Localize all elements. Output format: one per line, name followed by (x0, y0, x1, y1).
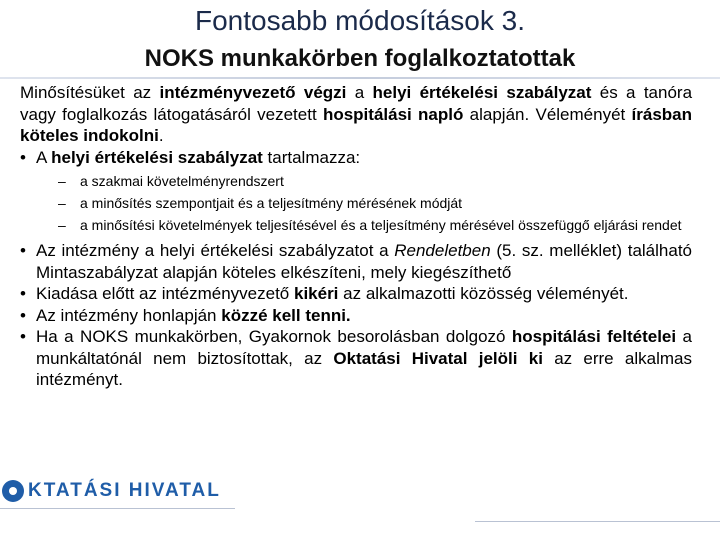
bullet-marker: • (20, 305, 26, 325)
sub-list (58, 170, 692, 236)
bullet-marker: • (20, 327, 26, 346)
intro-text-1: Minősítésüket az (20, 83, 160, 102)
intro-bold-3: hospitálási napló (322, 104, 464, 124)
intro-text-3: és a tanóra vagy foglalkozás látogatásáról vezetett (20, 83, 693, 124)
intro-bold-2: helyi értékelési szabályzat (372, 83, 592, 102)
circle-o-logo-icon (2, 480, 24, 502)
intro-paragraph (20, 82, 692, 147)
bullet1-text-2: tartalmazza: (262, 147, 361, 167)
bullet-marker: • (20, 241, 26, 260)
bullet5-text-1: Ha a NOKS munkakörben, Gyakornok besorolásban dolgozó (36, 327, 512, 346)
title-divider (0, 77, 720, 79)
sub-list-item (58, 170, 692, 192)
intro-text-2: a (346, 83, 373, 102)
bullet3-text-2: az alkalmazotti közösség véleményét. (338, 284, 629, 303)
dash-marker: – (58, 217, 66, 233)
bullet-marker: • (20, 284, 26, 303)
bullet5-text-3: az erre alkalmas intézményt. (36, 348, 692, 389)
bullet1-bold-1: helyi értékelési szabályzat (51, 147, 263, 167)
bullet-item (20, 326, 692, 391)
bullet2-italic-1: Rendeletben (394, 241, 491, 260)
bullet-item (20, 240, 692, 283)
oktatasi-hivatal-logo (2, 478, 221, 504)
bullet2-text-1: Az intézmény a helyi értékelési szabályzatot a (36, 241, 395, 260)
slide-subtitle: NOKS munkakörben foglalkoztatottak (144, 45, 576, 72)
bullet3-text-1: Kiadása előtt az intézményvezető (36, 284, 294, 303)
bullet-item (20, 283, 692, 305)
dash-marker: – (58, 195, 66, 211)
bullet2-text-2: (5. sz. melléklet) található Mintaszabályzat alapján köteles elkészíteni, mely kiegészíthető (36, 241, 692, 282)
bullet-marker: • (20, 147, 26, 167)
intro-bold-4: írásban köteles indokolni (20, 104, 693, 145)
intro-bold-1: intézményvezető végzi (159, 83, 347, 102)
slide-title: Fontosabb módosítások 3. (195, 5, 525, 36)
bullet3-bold-1: kikéri (293, 284, 339, 303)
bullet4-text-1: Az intézmény honlapján (36, 305, 222, 325)
footer-divider-left (0, 508, 235, 509)
footer-divider-right (475, 521, 720, 522)
sub-item-text: a minősítés szempontjait és a teljesítmény mérésének módját (80, 195, 463, 211)
sub-item-text: a minősítési követelmények teljesítésével és a teljesítmény mérésével összefüggő eljárási rendet (80, 217, 682, 233)
bullet5-bold-1: hospitálási feltételei (511, 327, 677, 346)
sub-list-item (58, 214, 692, 236)
bullet5-text-2: a munkáltatónál nem biztosítottak, az (36, 327, 692, 368)
intro-text-4: alapján. Véleményét (463, 104, 632, 124)
dash-marker: – (58, 173, 66, 189)
bullet5-bold-2: Oktatási Hivatal jelöli ki (333, 348, 543, 368)
logo-text: KTATÁSI HIVATAL (28, 480, 221, 501)
bullet1-text-1: A (36, 147, 52, 167)
intro-text-5: . (158, 126, 164, 145)
bullet-item (20, 305, 692, 327)
bullet-item (20, 147, 692, 169)
sub-item-text: a szakmai követelményrendszert (80, 173, 284, 189)
bullet4-bold-1: közzé kell tenni. (221, 305, 351, 325)
sub-list-item (58, 192, 692, 214)
slide-body (20, 82, 692, 391)
